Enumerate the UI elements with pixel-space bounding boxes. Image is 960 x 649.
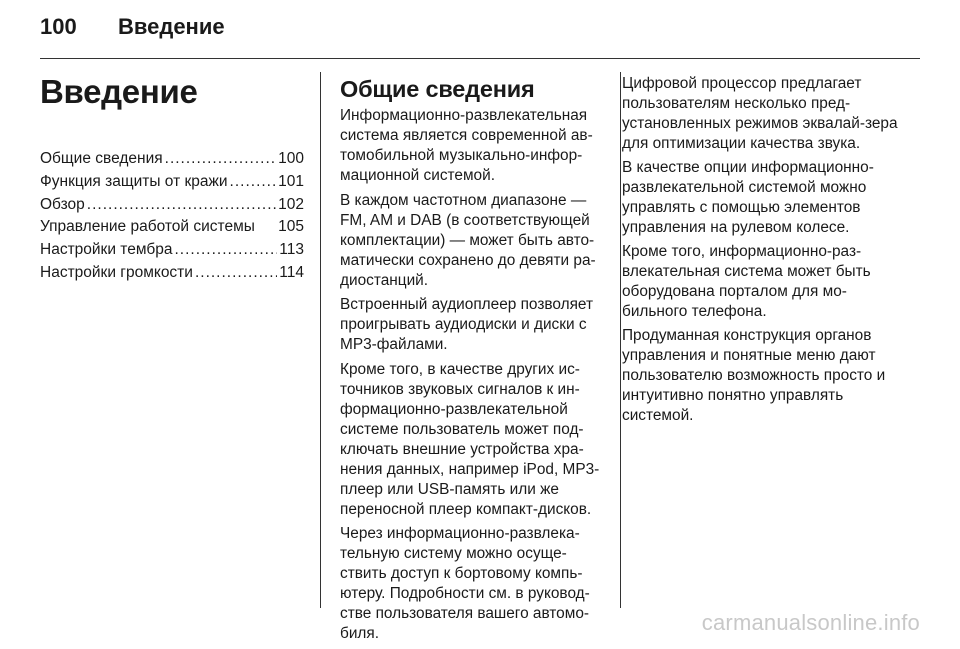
table-of-contents [40, 148, 304, 285]
toc-entry-label: Обзор [40, 195, 85, 213]
toc-entry-page: 114 [279, 263, 304, 281]
toc-entry-page: 100 [278, 150, 304, 167]
footer-watermark: carmanualsonline.info [701, 610, 920, 635]
toc-entry[interactable] [40, 148, 304, 171]
toc-entry-label: Настройки тембра [40, 241, 173, 259]
toc-entry[interactable] [40, 216, 304, 239]
toc-entry[interactable] [40, 194, 304, 217]
column-divider-2 [620, 72, 621, 608]
toc-entry-label: Настройки громкости [40, 263, 193, 281]
text-column-2 [622, 74, 906, 430]
toc-entry-page: 102 [278, 195, 304, 213]
text-column-1 [340, 72, 606, 649]
toc-entry-page: 113 [279, 241, 304, 259]
toc-entry-label: Управление работой системы [40, 218, 255, 236]
page-header [40, 14, 225, 44]
toc-entry[interactable] [40, 239, 304, 262]
paragraph: В качестве опции информационно-развлекательной системой можно управлять с помощью элементов управления на рулевом колесе. [622, 159, 874, 236]
paragraph: Продуманная конструкция органов управления и понятные меню дают пользователю возможность просто и интуитивно понятно управлять системой. [622, 327, 886, 424]
toc-entry-page: 105 [278, 218, 304, 236]
paragraph: В каждом частотном диапазоне — FM, AM и DAB (в соответствующей комплектации) — может быть авто-матически сохранено до девяти ра-диостанций. [340, 191, 596, 289]
toc-entry-label: Функция защиты от кражи [40, 172, 228, 190]
paragraph: Кроме того, информационно-раз-влекательная система может быть оборудована порталом для мо-бильного телефона. [622, 243, 871, 320]
header-rule [40, 58, 920, 59]
toc-leader-dots [174, 239, 277, 262]
page-number: 100 [40, 14, 77, 39]
section-heading: Общие сведения [340, 76, 535, 102]
toc-entry[interactable] [40, 171, 304, 194]
column-divider-1 [320, 72, 321, 608]
toc-entry-label: Общие сведения [40, 150, 163, 167]
toc-entry[interactable] [40, 262, 304, 285]
toc-leader-dots [165, 148, 276, 171]
paragraph: Информационно-развлекательная система является современной ав-томобильной музыкально-инфор-мационной системой. [340, 107, 593, 184]
paragraph: Кроме того, в качестве других ис-точников звуковых сигналов к ин-формационно-развлекательной системе пользователь может под-ключать внешние устройства хра-нения данных, например iPod, MP3-плеер или USB-память или же переносной плеер компакт-дисков. [340, 360, 600, 518]
paragraph: Цифровой процессор предлагает пользователям несколько пред-установленных режимов эквалай-зера для оптимизации качества звука. [622, 75, 898, 152]
toc-leader-dots [230, 171, 277, 194]
toc-column [40, 72, 304, 285]
toc-leader-dots [87, 194, 276, 217]
chapter-title: Введение [40, 73, 198, 110]
header-section-title: Введение [118, 14, 225, 39]
toc-entry-page: 101 [278, 172, 304, 190]
toc-leader-dots [195, 262, 277, 285]
paragraph: Встроенный аудиоплеер позволяет проигрывать аудиодиски и диски с MP3-файлами. [340, 296, 594, 353]
paragraph: Через информационно-развлека-тельную систему можно осуще-ствить доступ к бортовому компь-ютеру. Подробности см. в руковод-стве пользователя вашего автомо-биля. [340, 525, 590, 642]
